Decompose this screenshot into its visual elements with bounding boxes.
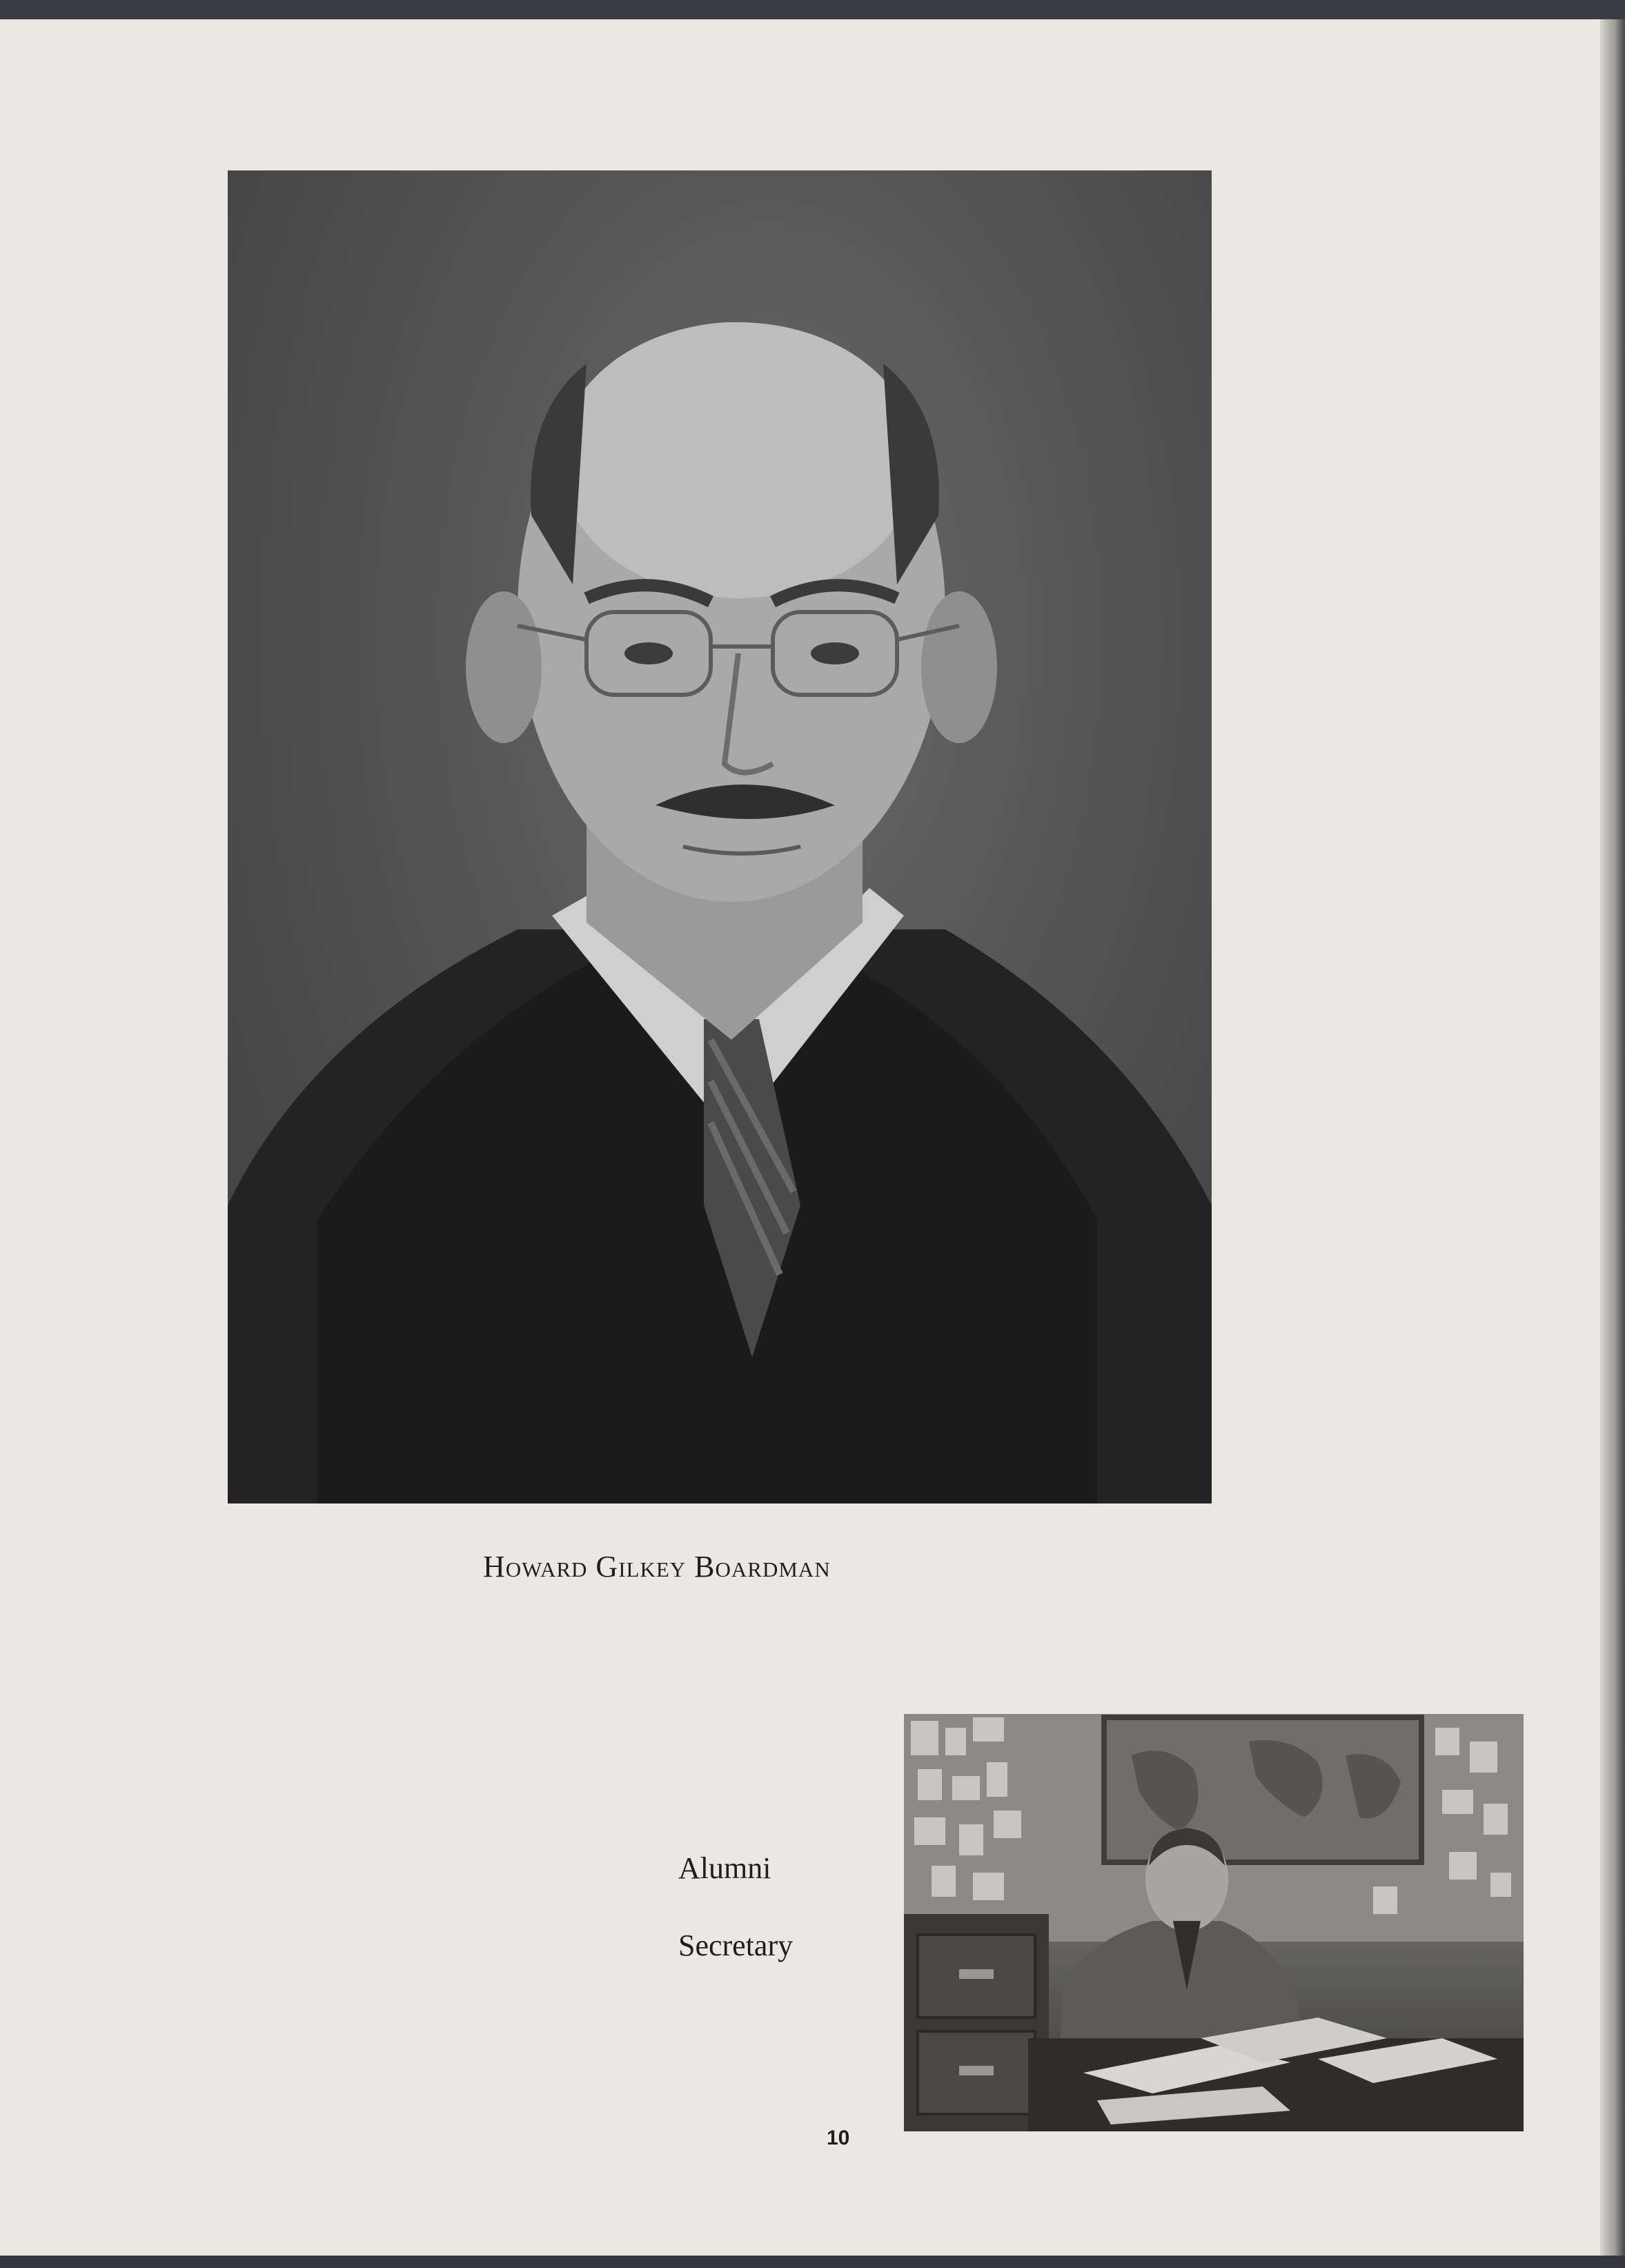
bottom-strip <box>0 2256 1625 2268</box>
portrait-caption: Howard Gilkey Boardman <box>483 1550 831 1584</box>
office-photo <box>904 1714 1524 2131</box>
page-edge-shadow <box>1600 19 1625 2258</box>
portrait-photo <box>228 170 1212 1503</box>
page-number: 10 <box>827 2127 850 2149</box>
portrait-image <box>228 170 1212 1503</box>
office-caption-line1: Alumni <box>678 1851 771 1885</box>
office-caption-line2: Secretary <box>678 1929 794 1962</box>
office-image <box>904 1714 1524 2131</box>
